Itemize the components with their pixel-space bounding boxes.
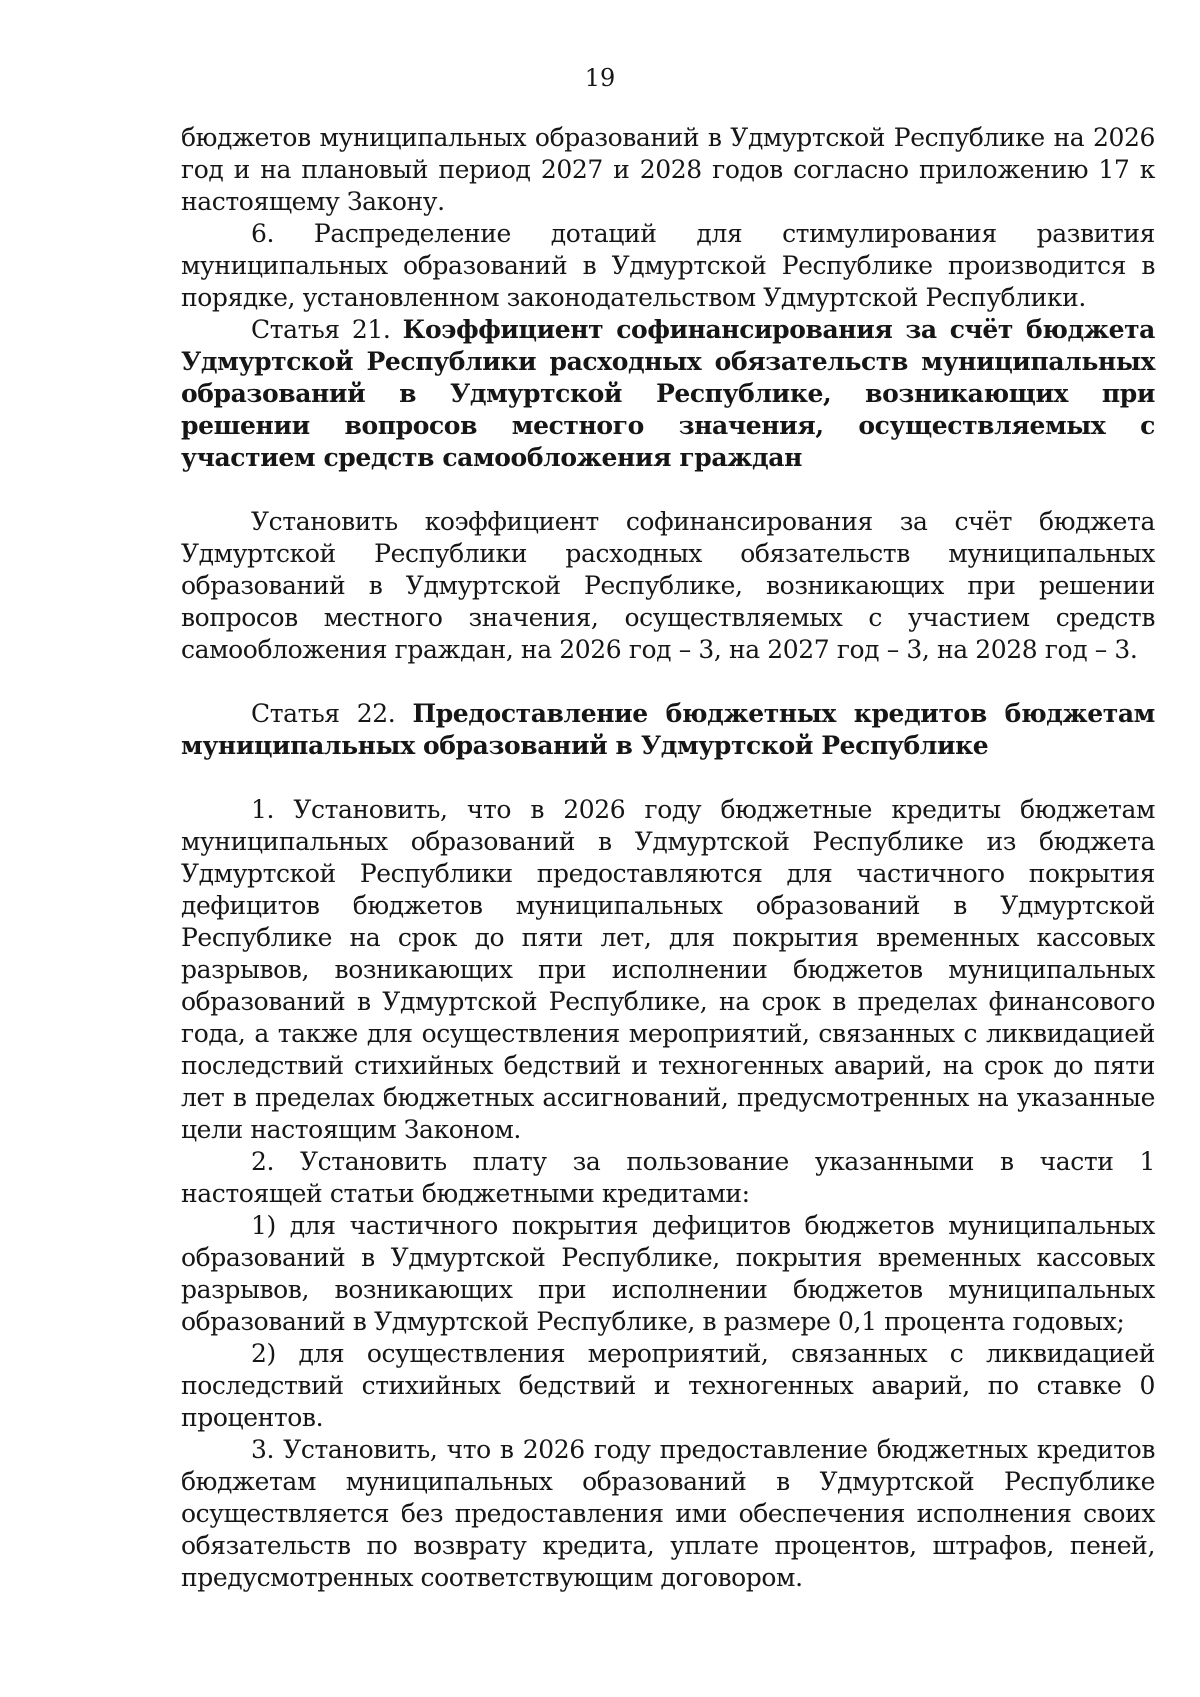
article-22-part-2-item-1: 1) для частичного покрытия дефицитов бюджетов муниципальных образований в Удмуртской Республике, покрытия временных кассовых разрывов, возникающих при исполнении бюджетов муниципальных образований в Удмуртской Республике, в размере 0,1 процента годовых; xyxy=(181,1211,1155,1336)
article-22-part-2-item-2: 2) для осуществления мероприятий, связанных с ликвидацией последствий стихийных бедствий и техногенных аварий, по ставке 0 процентов. xyxy=(181,1339,1155,1432)
article-21-title: Коэффициент софинансирования за счёт бюджета Удмуртской Республики расходных обязательств муниципальных образований в Удмуртской Республике, возникающих при решении вопросов местного значения, осуществляемых с участием средств самообложения граждан xyxy=(181,315,1155,472)
spacer xyxy=(181,474,1155,506)
spacer xyxy=(181,762,1155,794)
article-21-label: Статья 21. xyxy=(251,315,391,344)
article-22-part-2: 2. Установить плату за пользование указанными в части 1 настоящей статьи бюджетными кредитами: xyxy=(181,1147,1155,1208)
article-22-part-1: 1. Установить, что в 2026 году бюджетные кредиты бюджетам муниципальных образований в Удмуртской Республике из бюджета Удмуртской Республики предоставляются для частичного покрытия дефицитов бюджетов муниципальных образований в Удмуртской Республике на срок до пяти лет, для покрытия временных кассовых разрывов, возникающих при исполнении бюджетов муниципальных образований в Удмуртской Республике, на срок в пределах финансового года, а также для осуществления мероприятий, связанных с ликвидацией последствий стихийных бедствий и техногенных аварий, на срок до пяти лет в пределах бюджетных ассигнований, предусмотренных на указанные цели настоящим Законом. xyxy=(181,795,1155,1144)
page-number: 19 xyxy=(584,64,616,92)
spacer xyxy=(181,666,1155,698)
article-22-title: Предоставление бюджетных кредитов бюджетам муниципальных образований в Удмуртской Республике xyxy=(181,699,1155,760)
document-body xyxy=(181,122,1155,1594)
article-21-heading xyxy=(181,314,1155,474)
article-21-text: Установить коэффициент софинансирования за счёт бюджета Удмуртской Республики расходных обязательств муниципальных образований в Удмуртской Республике, возникающих при решении вопросов местного значения, осуществляемых с участием средств самообложения граждан, на 2026 год – 3, на 2027 год – 3, на 2028 год – 3. xyxy=(181,507,1155,664)
article-22-heading xyxy=(181,698,1155,762)
article-22-label: Статья 22. xyxy=(251,699,396,728)
continuation-paragraph: бюджетов муниципальных образований в Удмуртской Республике на 2026 год и на плановый период 2027 и 2028 годов согласно приложению 17 к настоящему Закону. xyxy=(181,123,1155,216)
article-22-part-3: 3. Установить, что в 2026 году предоставление бюджетных кредитов бюджетам муниципальных образований в Удмуртской Республике осуществляется без предоставления ими обеспечения исполнения своих обязательств по возврату кредита, уплате процентов, штрафов, пеней, предусмотренных соответствующим договором. xyxy=(181,1435,1155,1592)
item-6-paragraph: 6. Распределение дотаций для стимулирования развития муниципальных образований в Удмуртской Республике производится в порядке, установленном законодательством Удмуртской Республики. xyxy=(181,219,1155,312)
